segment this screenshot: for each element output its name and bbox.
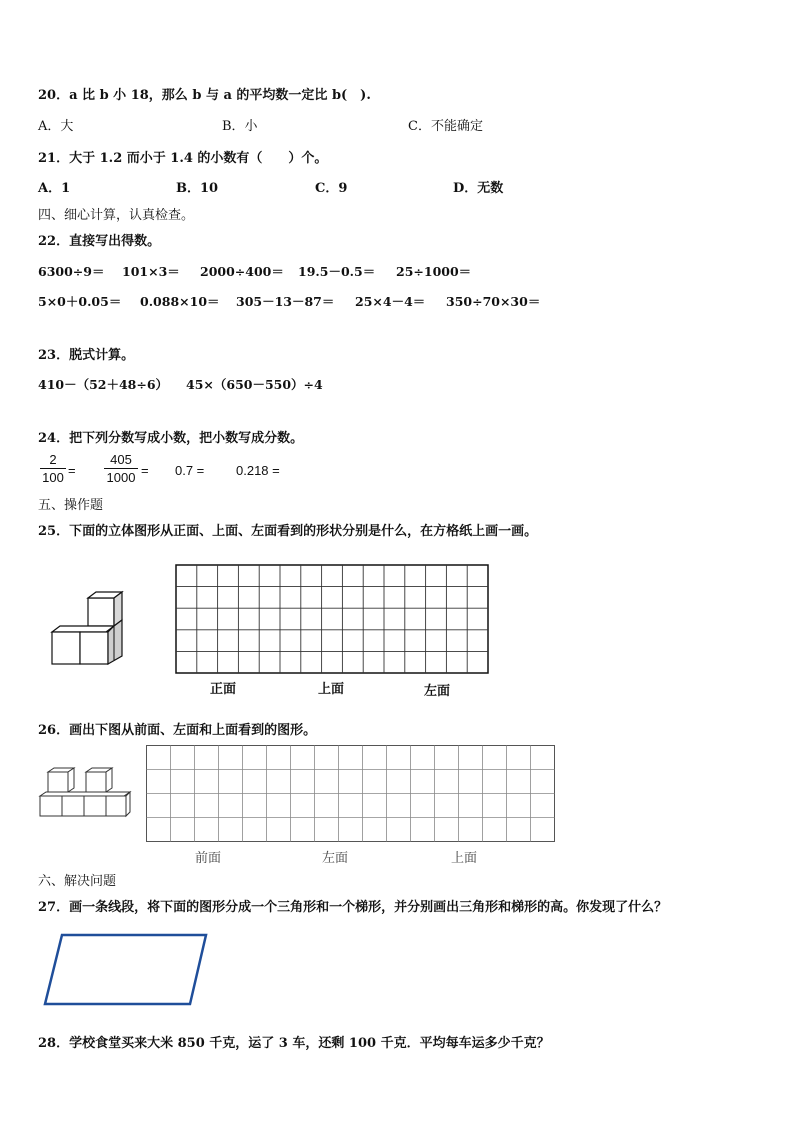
q25-grid-paper: [175, 564, 489, 674]
q25-label-front: 正面: [210, 682, 237, 697]
section-5-heading: 五、操作题: [38, 498, 104, 513]
calc-item: 0.088×10＝: [140, 294, 220, 309]
decimal-item: 0.7 =: [175, 463, 205, 478]
fraction-denominator: 100: [42, 470, 64, 485]
calc-item: 2000÷400＝: [200, 264, 284, 279]
equals-sign: =: [68, 463, 76, 478]
calc-item: 19.5－0.5＝: [298, 264, 376, 279]
q26-grid-paper: [146, 745, 556, 843]
q21-option-b: B．10: [176, 181, 219, 196]
fraction-bar: [104, 468, 138, 469]
calc-item: 350÷70×30＝: [446, 294, 541, 309]
q25-label-left: 左面: [424, 684, 451, 699]
question-21-stem: 21．大于 1.2 而小于 1.4 的小数有（ ）个。: [38, 151, 328, 166]
section-4-heading: 四、细心计算，认真检查。: [38, 208, 195, 223]
q20-option-b: B．小: [222, 119, 258, 134]
question-23-stem: 23．脱式计算。: [38, 348, 135, 363]
q21-option-a: A．1: [38, 181, 71, 196]
question-28-stem: 28．学校食堂买来大米 850 千克，运了 3 车，还剩 100 千克．平均每车运多少千克？: [38, 1036, 550, 1051]
calc-item: 25×4－4＝: [355, 294, 426, 309]
question-26-stem: 26．画出下图从前面、左面和上面看到的图形。: [38, 723, 317, 738]
q25-label-top: 上面: [318, 682, 345, 697]
question-27-stem: 27．画一条线段，将下面的图形分成一个三角形和一个梯形，并分别画出三角形和梯形的高。你发现了什么？: [38, 900, 668, 915]
fraction-numerator: 405: [110, 452, 132, 467]
decimal-item: 0.218 =: [236, 463, 280, 478]
q26-label-top: 上面: [451, 851, 478, 866]
calc-item: 5×0＋0.05＝: [38, 294, 122, 309]
fraction-405-over-1000: [104, 452, 138, 485]
calc-item: 101×3＝: [122, 264, 180, 279]
fraction-denominator: 1000: [106, 470, 136, 485]
question-24-stem: 24．把下列分数写成小数，把小数写成分数。: [38, 431, 304, 446]
q21-option-c: C．9: [315, 181, 348, 196]
q26-label-front: 前面: [195, 851, 222, 866]
q26-label-left: 左面: [322, 851, 349, 866]
q21-option-d: D．无数: [453, 181, 504, 196]
q20-option-c: C．不能确定: [408, 119, 483, 134]
expression-item: 410－（52＋48÷6）: [38, 377, 169, 392]
equals-sign: =: [141, 463, 149, 478]
section-6-heading: 六、解决问题: [38, 874, 117, 889]
expression-item: 45×（650－550）÷4: [186, 377, 323, 392]
fraction-numerator: 2: [49, 452, 57, 467]
fraction-2-over-100: [40, 452, 66, 485]
question-20-stem: 20．a 比 b 小 18，那么 b 与 a 的平均数一定比 b( ).: [38, 88, 371, 103]
q25-cube-figure: [50, 590, 130, 670]
q20-option-a: A．大: [38, 119, 74, 134]
fraction-bar: [40, 468, 66, 469]
q26-cube-figure: [40, 766, 132, 820]
q27-parallelogram: [42, 932, 210, 1008]
question-22-stem: 22．直接写出得数。: [38, 234, 161, 249]
question-25-stem: 25．下面的立体图形从正面、上面、左面看到的形状分别是什么，在方格纸上画一画。: [38, 524, 538, 539]
calc-item: 305－13－87＝: [236, 294, 335, 309]
calc-item: 6300÷9＝: [38, 264, 105, 279]
calc-item: 25÷1000＝: [396, 264, 472, 279]
